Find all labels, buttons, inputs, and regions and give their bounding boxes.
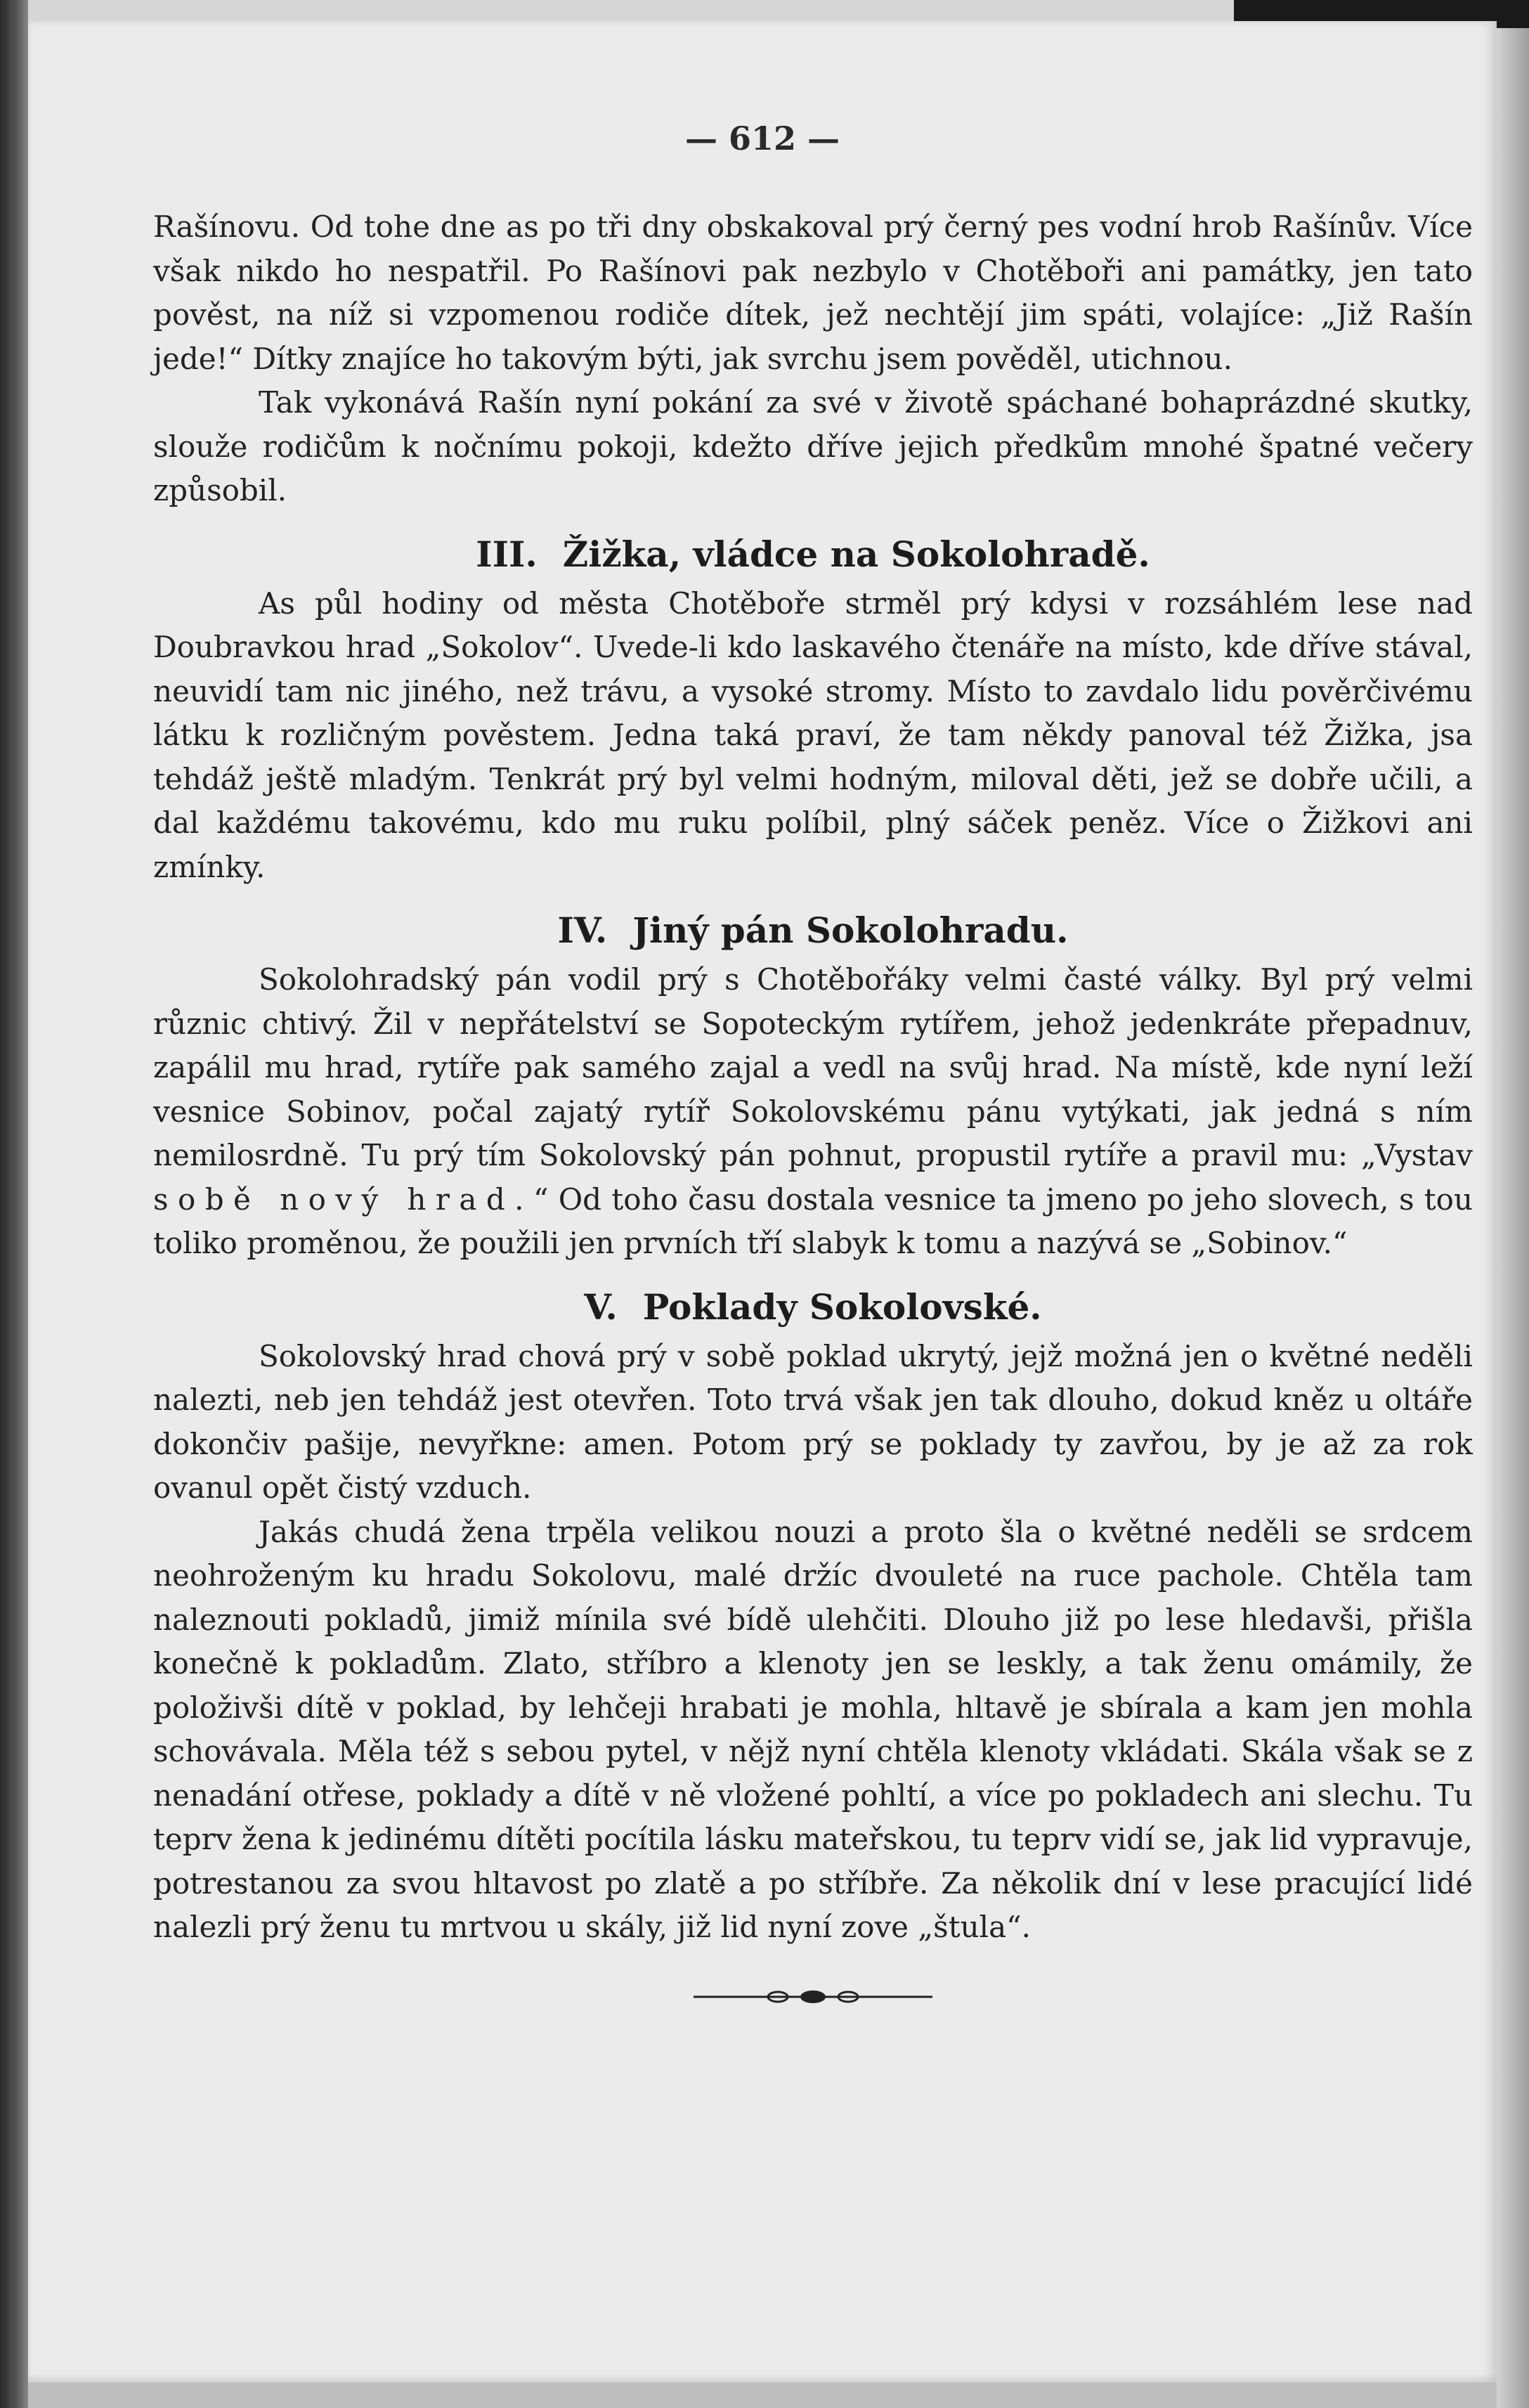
paragraph-rasin-ending: Rašínovu. Od tohe dne as po tři dny obskakoval prý černý pes vodní hrob Rašínův. Více však nikdo ho nespatřil. Po Rašínovi pak nezbylo v Chotěboři ani památky, jen tato pověst, na níž si vzpomenou rodiče dítek, jež nechtějí jim spáti, volajíce: „Již Rašín jede!“ Dítky znajíce ho takovým býti, jak svrchu jsem pověděl, utichnou. bbox=[153, 209, 1473, 376]
section-number: V. bbox=[584, 1286, 618, 1328]
section-heading-poklady bbox=[153, 1284, 1473, 1331]
page-number: — 612 — bbox=[684, 119, 840, 157]
section-number: III. bbox=[476, 533, 538, 575]
paragraph-zizka: As půl hodiny od města Chotěboře strměl prý kdysi v rozsáhlém lese nad Doubravkou hrad „Sokolov“. Uvede-li kdo laskavého čtenáře na místo, kde dříve stával, neuvidí tam nic jiného, než trávu, a vysoké stromy. Místo to zavdalo lidu pověrčivému látku k rozličným pověstem. Jedna taká praví, že tam někdy panoval též Žižka, jsa tehdáž ještě mladým. Tenkrát prý byl velmi hodným, miloval děti, jež se dobře učili, a dal každému takovému, kdo mu ruku políbil, plný sáček peněz. Více o Žižkovi ani zmínky. bbox=[153, 585, 1473, 884]
paragraph-treasure-sunday: Sokolovský hrad chová prý v sobě poklad ukrytý, jejž možná jen o květné neděli nalezti, neb jen tehdáž jest otevřen. Toto trvá však jen tak dlouho, dokud kněz u oltáře dokončiv pašije, nevyřkne: amen. Potom prý se poklady ty zavřou, by je až za rok ovanul opět čistý vzduch. bbox=[153, 1338, 1473, 1505]
book-page bbox=[28, 21, 1497, 2383]
section-title: Poklady Sokolovské. bbox=[642, 1286, 1042, 1328]
section-number: IV. bbox=[557, 910, 608, 951]
section-heading-jiny-pan bbox=[153, 907, 1473, 954]
book-binding-shadow bbox=[0, 0, 28, 2408]
section-title: Žižka, vládce na Sokolohradě. bbox=[562, 533, 1150, 575]
paragraph-poor-woman: Jakás chudá žena trpěla velikou nouzi a proto šla o květné neděli se srdcem neohroženým ku hradu Sokolovu, malé držíc dvouleté na ruce pachole. Chtěla tam naleznouti pokladů, jimiž mínila své bídě ulehčiti. Dlouho již po lese hledavši, přišla konečně k pokladům. Zlato, stříbro a klenoty jen se leskly, a tak ženu omámily, že položivši dítě v poklad, by lehčeji hrabati je mohla, hltavě je sbírala a kam jen mohla schovávala. Měla též s sebou pytel, v nějž nyní chtěla klenoty vkládati. Skála však se z nenadání otřese, poklady a dítě v ně vložené pohltí, a více po pokladech ani slechu. Tu teprv žena k jedinému dítěti pocítila lásku mateřskou, tu teprv vidí se, jak lid vypravuje, potrestanou za svou hltavost po zlatě a po stříbře. Za několik dní v lese pracující lidé nalezli prý ženu tu mrtvou u skály, již lid nyní zove „štula“. bbox=[153, 1514, 1473, 1944]
page-stack-edge bbox=[1497, 28, 1529, 2408]
paragraph-sobinov bbox=[153, 958, 1473, 1266]
paragraph-text-before: Sokolohradský pán vodil prý s Chotěbořáky velmi časté války. Byl prý velmi různic chtivý. Žil v nepřátelství se Sopoteckým rytířem, jehož jedenkráte přepadnuv, zapálil mu hrad, rytíře pak samého zajal a vedl na svůj hrad. Na místě, kde nyní leží vesnice Sobinov, počal zajatý rytíř Sokolovskému pánu vytýkati, jak jedná s ním nemilosrdně. Tu prý tím Sokolovský pán pohnut, propustil rytíře a pravil mu: „Vystav bbox=[153, 962, 1473, 1172]
spaced-emphasis-text: sobě nový hrad. bbox=[153, 1182, 533, 1217]
text-column bbox=[153, 205, 1473, 2007]
flourish-rule-icon bbox=[694, 1986, 932, 2007]
paragraph-text-after: “ Od toho času dostala vesnice ta jmeno po jeho slovech, s tou toliko proměnou, že použili jen prvních tří slabyk k tomu a nazývá se „Sobinov.“ bbox=[153, 1182, 1473, 1260]
section-heading-zizka bbox=[153, 531, 1473, 578]
section-title: Jiný pán Sokolohradu. bbox=[632, 910, 1069, 951]
paragraph-rasin-penance: Tak vykonává Rašín nyní pokání za své v životě spáchané bohaprázdné skutky, slouže rodičům k nočnímu pokoji, kdežto dříve jejich předkům mnohé špatné večery způsobil. bbox=[153, 385, 1473, 507]
